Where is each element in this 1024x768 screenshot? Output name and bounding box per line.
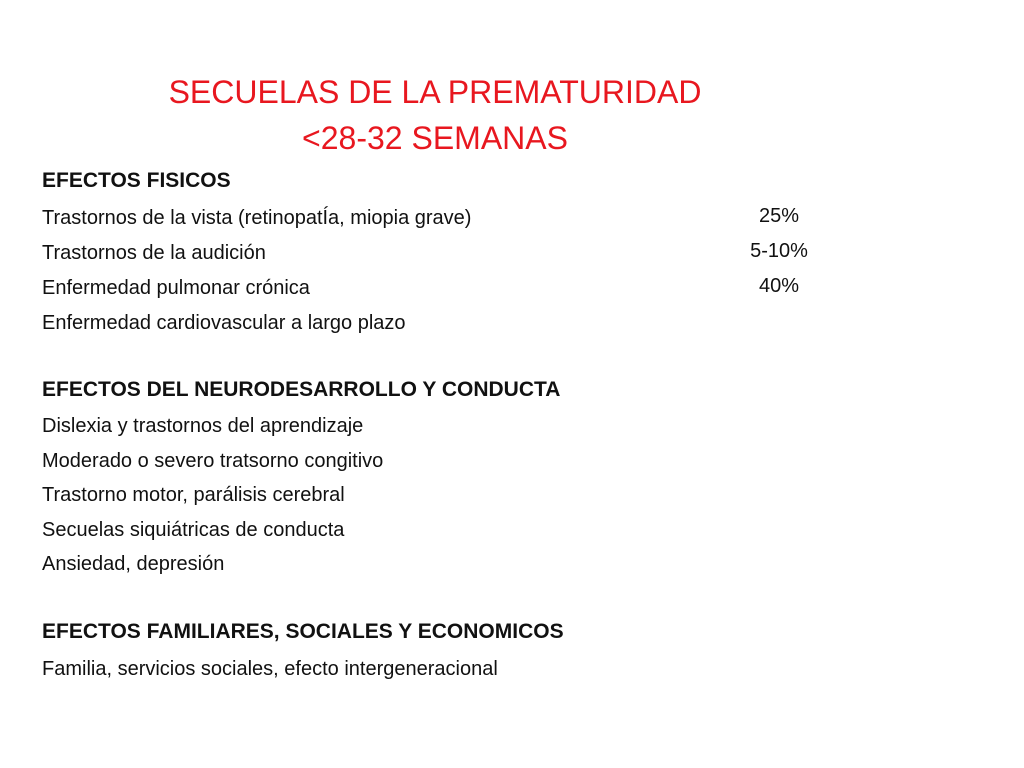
list-item: Ansiedad, depresión	[42, 553, 225, 575]
percentage-value: 5-10%	[750, 240, 808, 262]
percentage-value: 40%	[758, 275, 800, 297]
list-item: Familia, servicios sociales, efecto intergeneracional	[42, 658, 498, 680]
list-item: Trastorno motor, parálisis cerebral	[42, 484, 345, 506]
list-item: Moderado o severo tratsorno congitivo	[42, 450, 384, 472]
section-heading-family-social: EFECTOS FAMILIARES, SOCIALES Y ECONOMICOS	[42, 620, 564, 643]
slide-title-line-2: <28-32 SEMANAS	[302, 120, 568, 156]
list-item: Enfermedad pulmonar crónica	[42, 277, 310, 299]
list-item: Enfermedad cardiovascular a largo plazo	[42, 312, 406, 334]
percentage-value: 25%	[758, 205, 800, 227]
slide-title-line-1: SECUELAS DE LA PREMATURIDAD	[168, 74, 702, 110]
section-heading-neurodevelopment: EFECTOS DEL NEURODESARROLLO Y CONDUCTA	[42, 378, 561, 401]
list-item: Trastornos de la vista (retinopatÍa, miopia grave)	[42, 207, 472, 229]
list-item: Dislexia y trastornos del aprendizaje	[42, 415, 364, 437]
list-item: Secuelas siquiátricas de conducta	[42, 519, 345, 541]
list-item: Trastornos de la audición	[42, 242, 266, 264]
section-heading-physical: EFECTOS FISICOS	[42, 169, 231, 192]
